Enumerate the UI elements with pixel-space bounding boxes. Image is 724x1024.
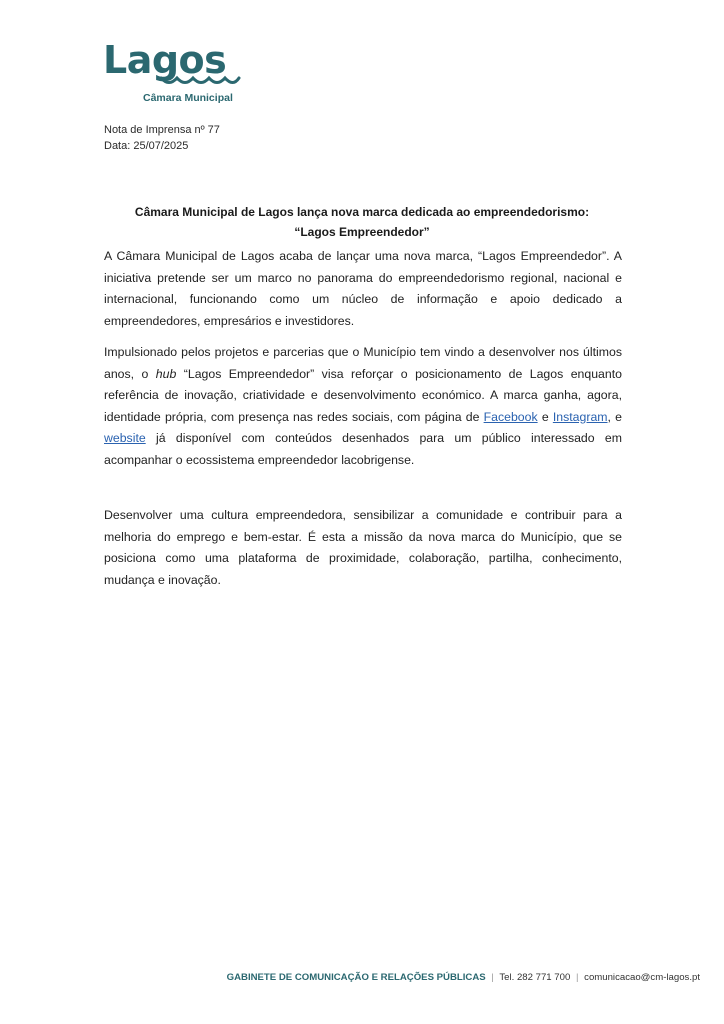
logo-subtitle: Câmara Municipal: [143, 92, 233, 104]
paragraph-hub-text-2: “Lagos Empreendedor” visa reforçar o posicionamento de Lagos enquanto referência de inovação, criatividade e desenvolvimento económico. A marca ganha, agora, identidade própria, com presença nas redes sociais, com página de: [104, 366, 622, 424]
headline-line-1: Câmara Municipal de Lagos lança nova marca dedicada ao empreendedorismo:: [134, 205, 590, 219]
waves-icon: [159, 74, 241, 88]
paragraph-hub-text-1: Impulsionado pelos projetos e parcerias que o Município tem vindo a desenvolver nos últimos anos, o: [104, 345, 622, 381]
paragraph-intro: A Câmara Municipal de Lagos acaba de lançar uma nova marca, “Lagos Empreendedor”. A iniciativa pretende ser um marco no panorama do empreendedorismo regional, nacional e internacional, funcionando como um núcleo de informação e apoio dedicado a empreendedores, empresários e investidores.: [104, 249, 622, 328]
footer-separator: |: [575, 972, 579, 983]
instagram-link[interactable]: Instagram: [552, 409, 608, 424]
logo-wordmark: Lagos: [103, 38, 227, 82]
paragraph-hub-connector-2: , e: [607, 409, 622, 424]
press-note-meta: [104, 122, 220, 154]
press-note-date: Data: 25/07/2025: [104, 140, 189, 152]
headline-line-2: “Lagos Empreendedor”: [294, 225, 430, 239]
municipality-logo: [103, 40, 243, 110]
paragraph-mission: Desenvolver uma cultura empreendedora, sensibilizar a comunidade e contribuir para a melhoria do emprego e bem-estar. É esta a missão da nova marca do Município, que se posiciona como uma plataforma de proximidade, colaboração, partilha, conhecimento, mudança e inovação.: [104, 508, 622, 587]
hub-term: hub: [155, 366, 177, 381]
footer-email: comunicacao@cm-lagos.pt: [584, 972, 700, 983]
footer-separator: |: [491, 972, 494, 983]
page-footer: [227, 972, 700, 983]
website-link[interactable]: website: [104, 431, 146, 446]
footer-phone: Tel. 282 771 700: [499, 972, 571, 983]
facebook-link[interactable]: Facebook: [483, 409, 538, 424]
page-title: [104, 202, 620, 242]
paragraph-hub-text-3: já disponível com conteúdos desenhados para um público interessado em acompanhar o ecossistema empreendedor lacobrigense.: [104, 431, 622, 467]
press-note-number: Nota de Imprensa nº 77: [104, 124, 220, 136]
footer-department: GABINETE DE COMUNICAÇÃO E RELAÇÕES PÚBLICAS: [226, 972, 486, 983]
paragraph-hub: [104, 342, 622, 472]
paragraph-hub-connector-1: e: [537, 409, 553, 424]
